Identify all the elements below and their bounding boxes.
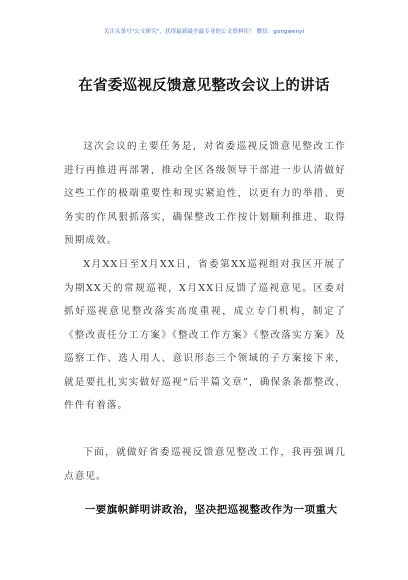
section-heading: 一要旗帜鲜明讲政治，坚决把巡视整改作为一项重大: [84, 504, 338, 516]
header-banner: 关注头条号"公文研究"，获得最新最全最专业的公文资料库！ 微信：gongwenyi: [103, 29, 305, 35]
paragraph-background: X月XX日至X月XX日，省委第XX巡视组对我区开展了为期XX天的常规巡视，X月XX日反馈了巡视意见。区委对抓好巡视意见整改落实高度重视，成立专门机构，制定了《整改责任分工方案》《整改工作方案》《整改落实方案》及巡察工作、选人用人、意识形态三个领域的子方案接下来，就是要扎扎实实做好巡视“后半篇文章”，确保条条都整改、件件有着落。: [64, 259, 346, 411]
paragraph-transition: 下面，就做好省委巡视反馈意见整改工作，我再强调几点意见。: [64, 447, 346, 482]
paragraph-intro: 这次会议的主要任务是，对省委巡视反馈意见整改工作进行再推进再部署，推动全区各级领导干部进一步认清做好这些工作的极端重要性和现实紧迫性，以更有力的举措、更务实的作风狠抓落实，确保整改工作按计划顺利推进、取得预期成效。: [64, 141, 346, 246]
document-title: 在省委巡视反馈意见整改会议上的讲话: [78, 78, 330, 94]
